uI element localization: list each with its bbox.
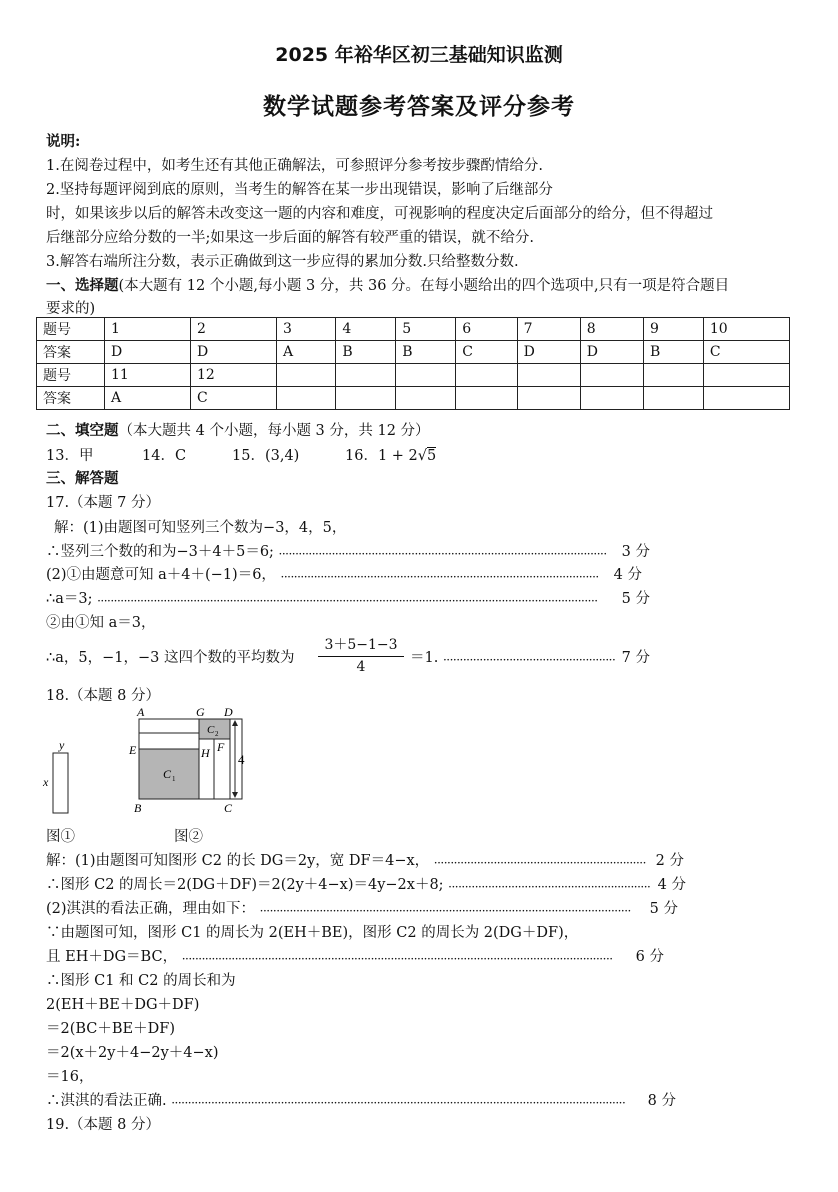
note-2a: 2.坚持每题评阅到底的原则，当考生的解答在某一步出现错误，影响了后继部分 <box>46 182 553 198</box>
table-row <box>37 318 790 341</box>
shape-c1-subscript: 1 <box>172 775 176 783</box>
table-cell: D <box>191 341 277 364</box>
q18-scored-line <box>46 945 664 966</box>
table-cell: A <box>277 341 336 364</box>
score: 3 分 <box>621 544 650 560</box>
score: 4 分 <box>657 877 686 893</box>
section1-desc-a: (本大题有 12 个小题,每小题 3 分，共 36 分。在每小题给出的四个选项中,只有一项是符合题目 <box>118 278 730 294</box>
dot-leader: ················································································································ <box>259 904 631 918</box>
table-cell: 题号 <box>37 318 105 341</box>
table-cell <box>277 364 336 387</box>
point-g-label: G <box>196 705 205 719</box>
q17-scored-line <box>46 540 650 561</box>
fig2-caption: 图② <box>174 829 203 845</box>
score: 6 分 <box>635 949 664 965</box>
q18-figures <box>36 700 266 822</box>
score: 8 分 <box>647 1093 676 1109</box>
table-cell <box>396 387 456 410</box>
table-cell: 12 <box>191 364 277 387</box>
table-cell: B <box>396 341 456 364</box>
point-f-label: F <box>217 740 225 754</box>
section2-desc: （本大题共 4 个小题，每小题 3 分，共 12 分） <box>118 423 430 439</box>
table-cell: 2 <box>191 318 277 341</box>
q17-scored-line <box>410 646 650 667</box>
table-cell: 6 <box>456 318 517 341</box>
shape-c2-subscript: 2 <box>215 730 219 738</box>
fraction-numerator: 3＋5−1−3 <box>318 634 404 657</box>
shape-c2-label: C <box>207 724 215 736</box>
table-cell <box>456 387 517 410</box>
dot-leader: ········································································································································· <box>171 1096 626 1110</box>
answer-15: 15．(3,4) <box>232 448 300 464</box>
answer-table <box>36 317 790 410</box>
table-cell: 3 <box>277 318 336 341</box>
table-row <box>37 364 790 387</box>
score: 2 分 <box>655 853 684 869</box>
answer-14: 14．C <box>142 448 187 464</box>
table-cell: 答案 <box>37 341 105 364</box>
table-cell <box>456 364 517 387</box>
point-a-label: A <box>137 705 145 719</box>
table-cell: D <box>105 341 191 364</box>
table-cell: 答案 <box>37 387 105 410</box>
table-cell <box>580 364 643 387</box>
q18-line: ＝2(BC＋BE＋DF) <box>46 1021 175 1037</box>
fraction-denominator: 4 <box>356 659 366 675</box>
q18-line: (2)淇淇的看法正确，理由如下： <box>46 901 256 917</box>
note-1: 1.在阅卷过程中，如考生还有其他正确解法，可参照评分参考按步骤酌情给分. <box>46 158 543 174</box>
fig1-rectangle <box>53 753 68 813</box>
score: 5 分 <box>621 591 650 607</box>
table-cell: C <box>191 387 277 410</box>
table-cell: 10 <box>703 318 789 341</box>
dot-leader: ··································································································· <box>278 547 607 561</box>
fig1-label-x: x <box>43 775 49 789</box>
table-cell <box>643 387 703 410</box>
table-row <box>37 387 790 410</box>
section2-label: 二、填空题 <box>46 422 119 439</box>
score: 7 分 <box>621 650 650 666</box>
table-cell: 1 <box>105 318 191 341</box>
section2-heading <box>46 419 430 440</box>
table-cell: C <box>456 341 517 364</box>
table-cell: C <box>703 341 789 364</box>
table-cell: 4 <box>336 318 396 341</box>
q18-line: ∴图形 C1 和 C2 的周长和为 <box>46 973 236 989</box>
shape-c1-label: C <box>163 767 172 781</box>
q17-line: ∴a＝3; <box>46 591 93 607</box>
section1-heading <box>46 274 729 295</box>
table-cell: 8 <box>580 318 643 341</box>
q18-line: ∴淇淇的看法正确. <box>46 1093 167 1109</box>
section1-desc-b: 要求的) <box>46 301 96 317</box>
table-cell: 11 <box>105 364 191 387</box>
table-cell: 题号 <box>37 364 105 387</box>
answer-16-radicand: 5 <box>427 448 437 464</box>
table-cell <box>580 387 643 410</box>
fig1-caption: 图① <box>46 829 75 845</box>
arrow-up-icon <box>232 720 238 726</box>
dot-leader: ·································································································································· <box>181 952 613 966</box>
point-b-label: B <box>134 801 142 815</box>
note-2c: 后继部分应给分数的一半;如果这一步后面的解答有较严重的错误，就不给分. <box>46 230 534 246</box>
table-cell: A <box>105 387 191 410</box>
table-cell <box>336 387 396 410</box>
table-cell: 5 <box>396 318 456 341</box>
fig1-label-y: y <box>59 738 65 752</box>
q18-title: 18.（本题 8 分） <box>46 688 161 704</box>
fig2-length-4: 4 <box>238 752 245 767</box>
note-2b: 时，如果该步以后的解答未改变这一题的内容和难度，可视影响的程度决定后面部分的给分，但不得超过 <box>46 206 713 222</box>
table-cell: D <box>580 341 643 364</box>
document-subtitle: 数学试题参考答案及评分参考 <box>263 94 575 120</box>
arrow-down-icon <box>232 792 238 798</box>
section1-label: 一、选择题 <box>46 277 119 294</box>
table-cell <box>643 364 703 387</box>
dot-leader: ································································································ <box>280 570 599 584</box>
table-cell: 7 <box>517 318 580 341</box>
q17-line: ②由①知 a＝3， <box>46 615 156 631</box>
table-cell <box>277 387 336 410</box>
q17-line-6-suffix: ＝1. <box>410 650 439 666</box>
notes-heading: 说明: <box>46 133 81 150</box>
score: 4 分 <box>613 567 642 583</box>
dot-leader: ································································ <box>433 856 646 870</box>
q18-scored-line <box>46 873 686 894</box>
q18-line: 解：(1)由题图可知图形 C2 的长 DG＝2y，宽 DF＝4−x， <box>46 853 430 869</box>
table-cell <box>396 364 456 387</box>
q18-line: ＝2(x＋2y＋4−2y＋4−x) <box>46 1045 219 1061</box>
q17-line: (2)①由题意可知 a＋4＋(−1)＝6， <box>46 567 276 583</box>
dot-leader: ···················································· <box>442 653 616 667</box>
q18-scored-line <box>46 1089 676 1110</box>
table-cell <box>336 364 396 387</box>
table-cell: 9 <box>643 318 703 341</box>
score: 5 分 <box>649 901 678 917</box>
q17-line-6-prefix: ∴a，5，−1，−3 这四个数的平均数为 <box>46 650 295 666</box>
q19-title: 19.（本题 8 分） <box>46 1117 161 1133</box>
q17-scored-line <box>46 563 642 584</box>
point-e-label: E <box>129 743 137 757</box>
q17-line: 解：(1)由题图可知竖列三个数为−3，4，5， <box>54 520 347 536</box>
answer-16-prefix: 16．1 + 2 <box>345 448 418 464</box>
q18-scored-line <box>46 897 678 918</box>
q18-line: 且 EH＋DG＝BC， <box>46 949 178 965</box>
table-cell <box>517 387 580 410</box>
q18-line: ∵由题图可知，图形 C1 的周长为 2(EH＋BE)，图形 C2 的周长为 2(DG＋DF)， <box>46 925 579 941</box>
answer-16 <box>345 444 436 465</box>
document-title: 2025 年裕华区初三基础知识监测 <box>275 44 563 66</box>
table-cell: D <box>517 341 580 364</box>
table-cell: B <box>643 341 703 364</box>
q18-scored-line <box>46 849 684 870</box>
point-c-label: C <box>224 801 233 815</box>
dot-leader: ······················································································································································· <box>97 594 598 608</box>
q18-line: 2(EH＋BE＋DG＋DF) <box>46 997 200 1013</box>
q17-title: 17.（本题 7 分） <box>46 495 161 511</box>
table-row <box>37 341 790 364</box>
table-cell <box>517 364 580 387</box>
q17-line: ∴竖列三个数的和为−3＋4＋5＝6; <box>46 544 274 560</box>
point-d-label: D <box>224 705 233 719</box>
fraction <box>318 634 404 675</box>
q18-line: ＝16， <box>46 1069 94 1085</box>
q17-scored-line <box>46 587 650 608</box>
table-cell <box>703 364 789 387</box>
dot-leader: ····························································· <box>448 880 651 894</box>
point-h-label: H <box>201 746 210 760</box>
sqrt-sign: √ <box>417 448 428 464</box>
q18-line: ∴图形 C2 的周长＝2(DG＋DF)＝2(2y＋4−x)＝4y−2x＋8; <box>46 877 444 893</box>
section3-heading: 三、解答题 <box>46 470 119 487</box>
table-cell: B <box>336 341 396 364</box>
answer-13: 13．甲 <box>46 448 94 464</box>
table-cell <box>703 387 789 410</box>
note-3: 3.解答右端所注分数，表示正确做到这一步应得的累加分数.只给整数分数. <box>46 254 519 270</box>
